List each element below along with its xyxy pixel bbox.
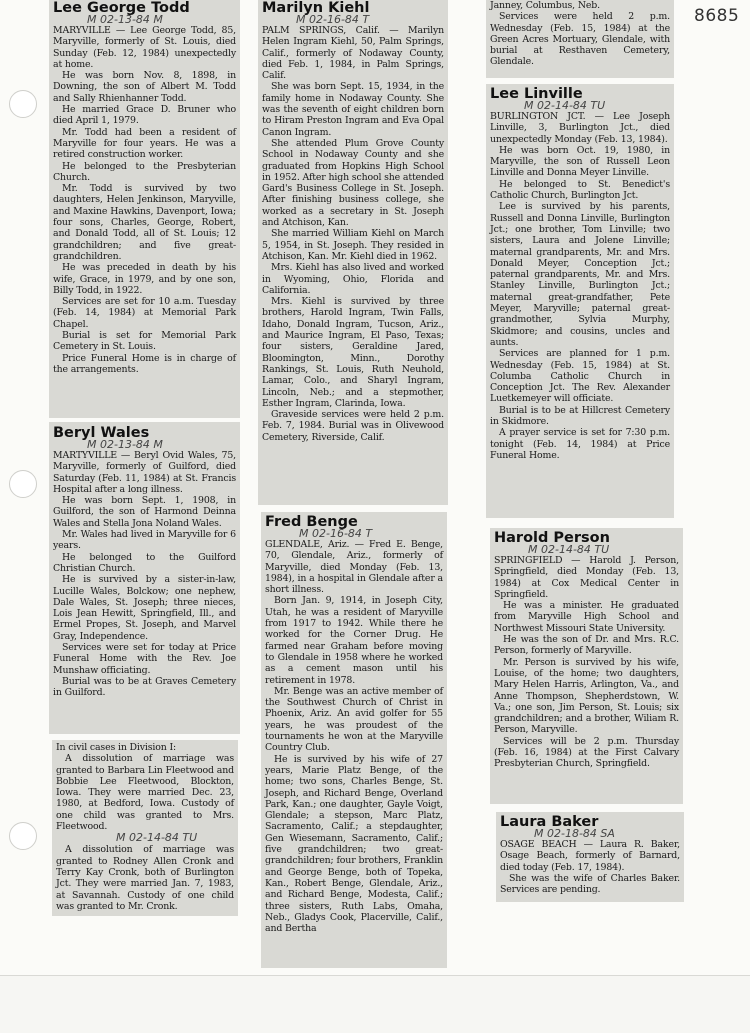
page-reference-number: 8685 [694, 6, 740, 26]
obituary-lee-linville [486, 84, 674, 518]
obituary-paragraph: Mrs. Kiehl has also lived and worked in Wyoming, Ohio, Florida and California. [262, 262, 444, 296]
handwritten-date-note: M 02-18-84 SA [534, 827, 615, 840]
obituary-paragraph: He was a minister. He graduated from Maryville High School and Northwest Missouri State University. [494, 600, 679, 634]
obituary-paragraph: Services were held 2 p.m. Wednesday (Feb. 15, 1984) at the Green Acres Mortuary, Glendale, with burial at Resthaven Cemetery, Glendale. [490, 11, 670, 68]
obituary-paragraph: SPRINGFIELD — Harold J. Person, Springfield, died Monday (Feb. 13, 1984) at Cox Medical Center in Springfield. [494, 555, 679, 600]
handwritten-date-note: M 02-13-84 M [87, 438, 163, 451]
obituary-paragraph: He was born Oct. 19, 1980, in Maryville, the son of Russell Leon Linville and Donna Meyer Linville. [490, 144, 670, 179]
binder-hole [9, 822, 37, 850]
obituary-paragraph: Mr. Wales had lived in Maryville for 6 years. [53, 529, 236, 552]
obituary-heading: Lee George Todd [53, 0, 190, 16]
obituary-paragraph: Burial was to be at Graves Cemetery in Guilford. [53, 675, 236, 699]
obituary-paragraph: He was preceded in death by his wife, Grace, in 1979, and by one son, Billy Todd, in 1922. [53, 262, 236, 296]
obituary-paragraph: He was the son of Dr. and Mrs. R.C. Person, formerly of Maryville. [494, 634, 679, 657]
obituary-paragraph: Services will be 2 p.m. Thursday (Feb. 16, 1984) at the First Calvary Presbyterian Church, Springfield. [494, 735, 679, 770]
obituary-paragraph: She was the wife of Charles Baker. Services are pending. [500, 872, 680, 896]
obituary-paragraph: Mr. Todd had been a resident of Maryville for four years. He was a retired construction worker. [53, 126, 236, 161]
obituary-continuation-benge [486, 0, 674, 78]
obituary-paragraph: MARTYVILLE — Beryl Ovid Wales, 75, Maryville, formerly of Guilford, died Saturday (Feb. 11, 1984) at St. Francis Hospital after a long illness. [53, 450, 236, 495]
obituary-heading: Lee Linville [490, 86, 583, 102]
obituary-paragraph: A prayer service is set for 7:30 p.m. tonight (Feb. 14, 1984) at Price Funeral Home. [490, 427, 670, 461]
obituary-paragraph: Graveside services were held 2 p.m. Feb. 7, 1984. Burial was in Olivewood Cemetery, Riverside, Calif. [262, 409, 444, 443]
obituary-paragraph: Lee is survived by his parents, Russell and Donna Linville, Burlington Jct.; one brother, Tom Linville; two sisters, Laura and Jolene Linville; maternal grandparents, Mr. and Mrs. Donald Meyer, Conception Jct.; paternal grandparents, Mr. and Mrs. Stanley Linville, Burlington Jct.; maternal great-grandfather, Pete Meyer, Maryville; paternal great-grandmother, Sylvia Murphy, Skidmore; and cousins, uncles and aunts. [490, 201, 670, 348]
obituary-laura-baker [496, 812, 684, 902]
obituary-paragraph: Burial is set for Memorial Park Cemetery in St. Louis. [53, 330, 236, 353]
obituary-heading: Harold Person [494, 530, 610, 546]
obituary-lee-george-todd [49, 0, 240, 418]
obituary-paragraph: Mr. Benge was an active member of the Southwest Church of Christ in Phoenix, Ariz. An avid golfer for 55 years, he was proudest of the tournaments he won at the Maryville Country Club. [265, 685, 443, 754]
obituary-marilyn-kiehl [258, 0, 448, 505]
obituary-paragraph: He is survived by his wife of 27 years, Marie Platz Benge, of the home; two sons, Charles Benge, St. Joseph, and Richard Benge, Overland Park, Kan.; one daughter, Gayle Voigt, Glendale; a stepson, Marc Platz, Sacramento, Calif.; a stepdaughter, Gen Wiesemann, Sacramento, Calif.; five grandchildren; two great-grandchildren; four brothers, Franklin and George Benge, both of Topeka, Kan., Robert Benge, Glendale, Ariz., and Richard Benge, Modesta, Calif.; three sisters, Ruth Labs, Omaha, Neb., Gladys Cook, Placerville, Calif., and Bertha [265, 753, 443, 935]
handwritten-date-note: M 02-14-84 TU [524, 99, 606, 112]
obituary-paragraph: PALM SPRINGS, Calif. — Marilyn Helen Ingram Kiehl, 50, Palm Springs, Calif., formerly of Nodaway County, died Feb. 1, 1984, in Palm Springs, Calif. [262, 25, 444, 82]
civil-case-paragraph: A dissolution of marriage was granted to Rodney Allen Cronk and Terry Kay Cronk, both of Burlington Jct. They were married Jan. 7, 1983, at Savannah. Custody of one child was granted to Mr. Cronk. [56, 844, 234, 912]
obituary-paragraph: Price Funeral Home is in charge of the arrangements. [53, 352, 236, 375]
obituary-paragraph: He belonged to the Guilford Christian Church. [53, 551, 236, 574]
obituary-heading: Fred Benge [265, 514, 358, 530]
handwritten-date-note: M 02-13-84 M [87, 13, 163, 26]
civil-cases-intro: In civil cases in Division I: [56, 742, 177, 753]
obituary-heading: Beryl Wales [53, 425, 150, 441]
obituary-paragraph: Mr. Todd is survived by two daughters, Helen Jenkinson, Maryville, and Maxine Hawkins, Davenport, Iowa; four sons, Charles, George, Robert, and Donald Todd, all of St. Louis; 12 grandchildren; and five great-grandchildren. [53, 183, 236, 262]
obituary-paragraph: He married Grace D. Bruner who died April 1, 1979. [53, 104, 236, 127]
handwritten-date-note: M 02-14-84 TU [116, 831, 198, 845]
obituary-paragraph: Services are planned for 1 p.m. Wednesday (Feb. 15, 1984) at St. Columba Catholic Church in Conception Jct. The Rev. Alexander Luetkemeyer will officiate. [490, 348, 670, 405]
obituary-paragraph: He belonged to the Presbyterian Church. [53, 160, 236, 183]
obituary-harold-person [490, 528, 683, 804]
obituary-fred-benge [261, 512, 447, 968]
binder-hole [9, 90, 37, 118]
obituary-paragraph: Services are set for 10 a.m. Tuesday (Feb. 14, 1984) at Memorial Park Chapel. [53, 296, 236, 330]
obituary-paragraph: BURLINGTON JCT. — Lee Joseph Linville, 3, Burlington Jct., died unexpectedly Monday (Feb. 13, 1984). [490, 111, 670, 145]
obituary-beryl-wales [49, 422, 240, 734]
handwritten-date-note: M 02-16-84 T [296, 13, 370, 26]
handwritten-date-note: M 02-16-84 T [299, 527, 373, 540]
obituary-paragraph: He was born Sept. 1, 1908, in Guilford, the son of Harmond Deinna Wales and Stella Jona Noland Wales. [53, 495, 236, 529]
obituary-heading: Laura Baker [500, 814, 599, 830]
obituary-paragraph: She was born Sept. 15, 1934, in the family home in Nodaway County. She was the seventh of eight children born to Hiram Preston Ingram and Eva Opal Canon Ingram. [262, 81, 444, 138]
handwritten-date-note: M 02-14-84 TU [528, 543, 610, 556]
obituary-paragraph: He belonged to St. Benedict's Catholic Church, Burlington Jct. [490, 178, 670, 202]
obituary-paragraph: He is survived by a sister-in-law, Lucille Wales, Bolckow; one nephew, Dale Wales, St. Joseph; three nieces, Lois Jean Hewitt, Springfield, Ill., and Ermel Propes, St. Joseph, and Marvel Gray, Independence. [53, 574, 236, 642]
civil-cases-clipping [52, 740, 238, 916]
obituary-paragraph: OSAGE BEACH — Laura R. Baker, Osage Beach, formerly of Barnard, died today (Feb. 17, 1984). [500, 839, 680, 873]
obituary-paragraph: He was born Nov. 8, 1898, in Downing, the son of Albert M. Todd and Sally Rhienhanner Todd. [53, 70, 236, 104]
obituary-paragraph: Janney, Columbus, Neb. [490, 0, 600, 11]
obituary-paragraph: GLENDALE, Ariz. — Fred E. Benge, 70, Glendale, Ariz., formerly of Maryville, died Monday (Feb. 13, 1984), in a hospital in Glendale after a short illness. [265, 539, 443, 596]
obituary-paragraph: MARYVILLE — Lee George Todd, 85, Maryville, formerly of St. Louis, died Sunday (Feb. 12, 1984) unexpectedly at home. [53, 25, 236, 70]
obituary-heading: Marilyn Kiehl [262, 0, 370, 16]
obituary-paragraph: Mr. Person is survived by his wife, Louise, of the home; two daughters, Mary Helen Harris, Arlington, Va., and Anne Thompson, Shepherdstown, W. Va.; one son, Jim Person, St. Louis; six grandchildren; and a brother, Wiliam R. Person, Maryville. [494, 656, 679, 736]
obituary-paragraph: Burial is to be at Hillcrest Cemetery in Skidmore. [490, 404, 670, 428]
obituary-paragraph: She attended Plum Grove County School in Nodaway County and she graduated from Hopkins High School in 1952. After high school she attended Gard's Business College in St. Joseph. After finishing business college, she worked as a secretary in St. Joseph and Atchison, Kan. [262, 137, 444, 229]
civil-case-paragraph: A dissolution of marriage was granted to Barbara Lin Fleetwood and Bobbie Lee Fleetwood, Blockton, Iowa. They were married Dec. 23, 1980, at Bedford, Iowa. Custody of one child was granted to Mrs. Fleetwood. [56, 753, 234, 833]
obituary-paragraph: Born Jan. 9, 1914, in Joseph City, Utah, he was a resident of Maryville from 1917 to 1942. While there he worked for the Corner Drug. He farmed near Graham before moving to Glendale in 1958 where he worked as a cement mason until his retirement in 1978. [265, 595, 443, 686]
obituary-paragraph: Mrs. Kiehl is survived by three brothers, Harold Ingram, Twin Falls, Idaho, Donald Ingram, Tucson, Ariz., and Maurice Ingram, El Paso, Texas; four sisters, Geraldine Jared, Bloomington, Minn., Dorothy Rankings, St. Louis, Ruth Neuhold, Lamar, Colo., and Sharyl Ingram, Lincoln, Neb.; and a stepmother, Esther Ingram, Clarinda, Iowa. [262, 296, 444, 409]
obituary-paragraph: Services were set for today at Price Funeral Home with the Rev. Joe Munshaw officiating. [53, 642, 236, 676]
binder-hole [9, 470, 37, 498]
obituary-paragraph: She married William Kiehl on March 5, 1954, in St. Joseph. They resided in Atchison, Kan. Mr. Kiehl died in 1962. [262, 228, 444, 262]
